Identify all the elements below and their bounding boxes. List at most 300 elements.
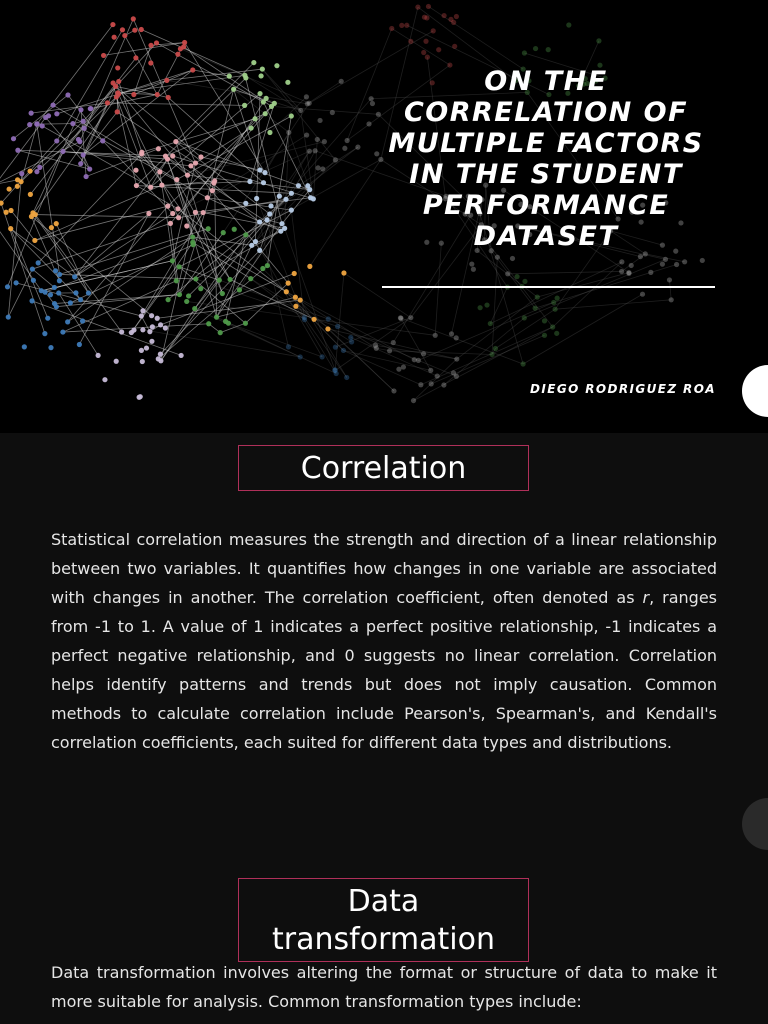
network-node xyxy=(551,300,556,305)
network-node xyxy=(15,177,20,182)
network-edge xyxy=(75,214,173,277)
correlation-paragraph xyxy=(51,525,717,757)
network-edge xyxy=(492,257,497,354)
network-node xyxy=(355,145,360,150)
network-edge xyxy=(490,287,507,323)
network-edge xyxy=(285,228,335,370)
network-node xyxy=(493,346,498,351)
network-node xyxy=(146,211,151,216)
network-node xyxy=(424,15,429,20)
network-node xyxy=(660,262,665,267)
network-node xyxy=(80,318,85,323)
network-node xyxy=(214,315,219,320)
correlation-text-part1: Statistical correlation measures the strength and direction of a linear relationship between two variables. It quantifies how changes in one variable are associated with changes in another. The correlation coefficient, often denoted as xyxy=(51,530,717,607)
network-node xyxy=(31,278,36,283)
network-node xyxy=(243,201,248,206)
network-node xyxy=(140,308,145,313)
network-node xyxy=(178,46,183,51)
network-node xyxy=(311,317,316,322)
network-node xyxy=(170,153,175,158)
network-node xyxy=(193,210,198,215)
network-node xyxy=(212,178,217,183)
network-node xyxy=(116,79,121,84)
network-node xyxy=(284,289,289,294)
network-node xyxy=(251,60,256,65)
network-node xyxy=(265,263,270,268)
network-edge xyxy=(32,269,54,287)
network-edge xyxy=(401,318,431,370)
network-edge xyxy=(107,103,244,105)
network-node xyxy=(257,248,262,253)
network-node xyxy=(478,305,483,310)
network-node xyxy=(640,292,645,297)
network-edge xyxy=(131,242,192,332)
network-node xyxy=(68,300,73,305)
network-node xyxy=(242,103,247,108)
network-node xyxy=(431,28,436,33)
network-node xyxy=(285,80,290,85)
network-node xyxy=(674,262,679,267)
network-node xyxy=(277,194,282,199)
network-node xyxy=(100,138,105,143)
network-node xyxy=(317,118,322,123)
network-node xyxy=(154,40,159,45)
network-node xyxy=(243,75,248,80)
network-node xyxy=(298,108,303,113)
network-node xyxy=(174,278,179,283)
network-node xyxy=(339,79,344,84)
network-node xyxy=(542,333,547,338)
network-node xyxy=(176,215,181,220)
network-node xyxy=(546,47,551,52)
network-node xyxy=(3,210,8,215)
network-edge xyxy=(45,237,193,292)
network-node xyxy=(566,22,571,27)
network-node xyxy=(72,274,77,279)
network-node xyxy=(170,258,175,263)
network-node xyxy=(341,348,346,353)
network-edge xyxy=(508,271,622,273)
network-node xyxy=(286,130,291,135)
network-edge xyxy=(14,95,68,139)
network-node xyxy=(175,206,180,211)
network-node xyxy=(131,327,136,332)
network-node xyxy=(150,324,155,329)
network-node xyxy=(522,315,527,320)
network-node xyxy=(348,335,353,340)
network-node xyxy=(263,111,268,116)
network-node xyxy=(49,225,54,230)
network-edge xyxy=(161,309,195,361)
network-node xyxy=(54,304,59,309)
network-edge xyxy=(32,301,181,356)
network-node xyxy=(48,345,53,350)
network-node xyxy=(112,35,117,40)
network-node xyxy=(57,272,62,277)
network-node xyxy=(45,316,50,321)
network-node xyxy=(163,153,168,158)
network-node xyxy=(342,146,347,151)
network-node xyxy=(257,91,262,96)
network-node xyxy=(488,321,493,326)
network-node xyxy=(140,359,145,364)
network-node xyxy=(404,23,409,28)
network-node xyxy=(435,373,440,378)
network-node xyxy=(139,313,144,318)
network-node xyxy=(522,50,527,55)
author-name: DIEGO RODRIGUEZ ROA xyxy=(530,382,716,396)
network-node xyxy=(193,276,198,281)
network-node xyxy=(292,271,297,276)
network-node xyxy=(57,278,62,283)
network-node xyxy=(449,331,454,336)
network-node xyxy=(433,333,438,338)
network-node xyxy=(186,293,191,298)
network-node xyxy=(148,185,153,190)
network-node xyxy=(165,204,170,209)
network-edge xyxy=(234,89,275,103)
network-node xyxy=(28,192,33,197)
network-node xyxy=(248,276,253,281)
correlation-symbol-r: r xyxy=(642,588,650,607)
network-node xyxy=(101,53,106,58)
network-edge xyxy=(553,262,622,327)
network-edge xyxy=(392,28,450,65)
network-node xyxy=(629,263,634,268)
network-node xyxy=(132,28,137,33)
network-node xyxy=(391,340,396,345)
network-node xyxy=(247,179,252,184)
network-node xyxy=(243,321,248,326)
network-edge xyxy=(524,259,665,318)
network-edge xyxy=(669,280,671,300)
network-node xyxy=(286,344,291,349)
network-node xyxy=(261,99,266,104)
network-node xyxy=(157,169,162,174)
network-node xyxy=(441,382,446,387)
data-transformation-paragraph: Data transformation involves altering the format or structure of data to make it more suitable for analysis. Common transformation types include: xyxy=(51,963,717,1011)
network-node xyxy=(429,381,434,386)
network-node xyxy=(596,38,601,43)
network-node xyxy=(190,240,195,245)
network-node xyxy=(223,319,228,324)
network-node xyxy=(282,226,287,231)
network-node xyxy=(188,163,193,168)
network-node xyxy=(149,313,154,318)
network-node xyxy=(335,324,340,329)
network-node xyxy=(193,160,198,165)
network-node xyxy=(555,296,560,301)
network-node xyxy=(110,22,115,27)
network-node xyxy=(373,343,378,348)
network-node xyxy=(137,395,142,400)
network-node xyxy=(77,342,82,347)
network-node xyxy=(489,352,494,357)
network-node xyxy=(510,256,515,261)
network-node xyxy=(320,166,325,171)
network-node xyxy=(243,232,248,237)
network-node xyxy=(133,55,138,60)
title-divider xyxy=(382,286,715,288)
network-node xyxy=(27,122,32,127)
network-node xyxy=(286,281,291,286)
network-node xyxy=(70,121,75,126)
network-node xyxy=(261,180,266,185)
network-node xyxy=(302,315,307,320)
network-node xyxy=(13,280,18,285)
network-node xyxy=(254,196,259,201)
network-edge xyxy=(272,106,379,114)
network-edge xyxy=(177,180,217,318)
network-node xyxy=(84,174,89,179)
network-node xyxy=(341,270,346,275)
network-node xyxy=(206,321,211,326)
network-node xyxy=(140,327,145,332)
network-node xyxy=(114,359,119,364)
network-edge xyxy=(344,273,411,318)
network-node xyxy=(36,260,41,265)
network-node xyxy=(88,106,93,111)
network-node xyxy=(305,101,310,106)
network-node xyxy=(170,211,175,216)
network-edge xyxy=(191,128,251,166)
network-node xyxy=(182,40,187,45)
network-node xyxy=(158,358,163,363)
network-edge xyxy=(37,25,113,124)
network-edge xyxy=(165,156,222,293)
network-node xyxy=(96,353,101,358)
network-node xyxy=(198,286,203,291)
network-node xyxy=(514,274,519,279)
network-node xyxy=(81,152,86,157)
network-node xyxy=(48,292,53,297)
network-node xyxy=(553,307,558,312)
network-node xyxy=(42,331,47,336)
network-node xyxy=(133,168,138,173)
network-node xyxy=(148,60,153,65)
network-node xyxy=(399,23,404,28)
network-edge xyxy=(228,323,322,357)
network-node xyxy=(119,329,124,334)
network-node xyxy=(418,382,423,387)
network-node xyxy=(114,94,119,99)
network-node xyxy=(521,361,526,366)
network-node xyxy=(638,254,643,259)
network-node xyxy=(452,44,457,49)
network-edge xyxy=(79,214,149,345)
network-node xyxy=(163,325,168,330)
network-node xyxy=(81,119,86,124)
network-node xyxy=(52,285,57,290)
network-node xyxy=(421,50,426,55)
network-node xyxy=(19,171,24,176)
side-scroll-tab-secondary[interactable] xyxy=(742,798,768,850)
network-node xyxy=(425,55,430,60)
hero-banner xyxy=(0,0,768,433)
network-node xyxy=(533,306,538,311)
network-node xyxy=(366,121,371,126)
network-node xyxy=(198,154,203,159)
network-node xyxy=(533,46,538,51)
network-edge xyxy=(523,294,642,364)
network-node xyxy=(115,65,120,70)
network-node xyxy=(139,151,144,156)
network-node xyxy=(333,368,338,373)
network-node xyxy=(283,197,288,202)
network-node xyxy=(11,136,16,141)
network-node xyxy=(522,279,527,284)
network-node xyxy=(264,217,269,222)
network-node xyxy=(166,95,171,100)
network-node xyxy=(192,306,197,311)
network-node xyxy=(669,297,674,302)
network-node xyxy=(542,318,547,323)
network-node xyxy=(289,113,294,118)
network-node xyxy=(156,146,161,151)
network-node xyxy=(184,223,189,228)
network-node xyxy=(344,375,349,380)
network-node xyxy=(7,186,12,191)
network-node xyxy=(54,111,59,116)
network-node xyxy=(268,203,273,208)
network-edge xyxy=(495,309,555,348)
network-node xyxy=(155,316,160,321)
network-node xyxy=(122,33,127,38)
network-node xyxy=(177,264,182,269)
network-node xyxy=(454,356,459,361)
network-node xyxy=(50,102,55,107)
network-node xyxy=(105,100,110,105)
network-node xyxy=(415,5,420,10)
network-node xyxy=(15,184,20,189)
network-node xyxy=(451,20,456,25)
network-edge xyxy=(234,89,260,170)
network-node xyxy=(619,259,624,264)
network-node xyxy=(148,43,153,48)
network-node xyxy=(190,234,195,239)
network-edge xyxy=(490,262,622,324)
network-node xyxy=(27,168,32,173)
network-node xyxy=(131,16,136,21)
network-edge xyxy=(390,351,492,355)
network-node xyxy=(249,125,254,130)
network-node xyxy=(102,377,107,382)
network-node xyxy=(206,226,211,231)
network-node xyxy=(221,230,226,235)
network-edge xyxy=(63,58,136,152)
network-node xyxy=(155,92,160,97)
network-node xyxy=(184,299,189,304)
network-node xyxy=(643,251,648,256)
network-node xyxy=(667,277,672,282)
network-node xyxy=(39,288,44,293)
network-edge xyxy=(400,318,523,364)
network-node xyxy=(205,195,210,200)
network-node xyxy=(298,354,303,359)
network-edge xyxy=(418,302,553,360)
network-node xyxy=(325,326,330,331)
network-node xyxy=(308,195,313,200)
network-node xyxy=(78,161,83,166)
network-edge xyxy=(262,69,335,160)
network-node xyxy=(267,130,272,135)
network-node xyxy=(421,351,426,356)
network-node xyxy=(454,335,459,340)
network-node xyxy=(369,96,374,101)
network-node xyxy=(158,322,163,327)
network-node xyxy=(29,214,34,219)
section-title-data-transformation: Data transformation xyxy=(238,878,529,962)
network-node xyxy=(220,291,225,296)
network-node xyxy=(320,354,325,359)
network-edge xyxy=(435,243,441,335)
network-node xyxy=(700,258,705,263)
network-node xyxy=(164,78,169,83)
network-node xyxy=(252,116,257,121)
network-node xyxy=(469,261,474,266)
network-node xyxy=(232,227,237,232)
network-node xyxy=(326,316,331,321)
network-edge xyxy=(119,81,142,152)
network-node xyxy=(398,315,403,320)
network-node xyxy=(149,339,154,344)
network-node xyxy=(78,107,83,112)
network-node xyxy=(34,169,39,174)
network-node xyxy=(131,92,136,97)
network-edge xyxy=(1,203,45,334)
network-edge xyxy=(255,242,322,357)
network-node xyxy=(249,243,254,248)
network-node xyxy=(307,264,312,269)
network-node xyxy=(505,271,510,276)
network-node xyxy=(436,47,441,52)
network-edge xyxy=(298,147,357,186)
network-node xyxy=(30,266,35,271)
network-node xyxy=(451,370,456,375)
network-edge xyxy=(555,300,671,309)
network-node xyxy=(5,284,10,289)
network-node xyxy=(78,297,83,302)
network-node xyxy=(8,226,13,231)
network-node xyxy=(77,139,82,144)
network-node xyxy=(54,221,59,226)
network-node xyxy=(322,139,327,144)
network-node xyxy=(258,73,263,78)
network-node xyxy=(370,101,375,106)
network-node xyxy=(82,126,87,131)
network-node xyxy=(190,67,195,72)
network-node xyxy=(293,304,298,309)
network-node xyxy=(231,87,236,92)
network-edge xyxy=(35,215,178,218)
network-node xyxy=(554,331,559,336)
network-node xyxy=(174,177,179,182)
network-node xyxy=(349,339,354,344)
network-node xyxy=(253,239,258,244)
network-node xyxy=(663,257,668,262)
network-node xyxy=(345,138,350,143)
network-node xyxy=(53,268,58,273)
network-edge xyxy=(260,222,289,347)
network-node xyxy=(120,27,125,32)
network-edge xyxy=(31,94,118,216)
network-node xyxy=(313,148,318,153)
network-node xyxy=(454,14,459,19)
network-node xyxy=(147,329,152,334)
network-node xyxy=(682,259,687,264)
network-node xyxy=(185,173,190,178)
network-node xyxy=(387,348,392,353)
